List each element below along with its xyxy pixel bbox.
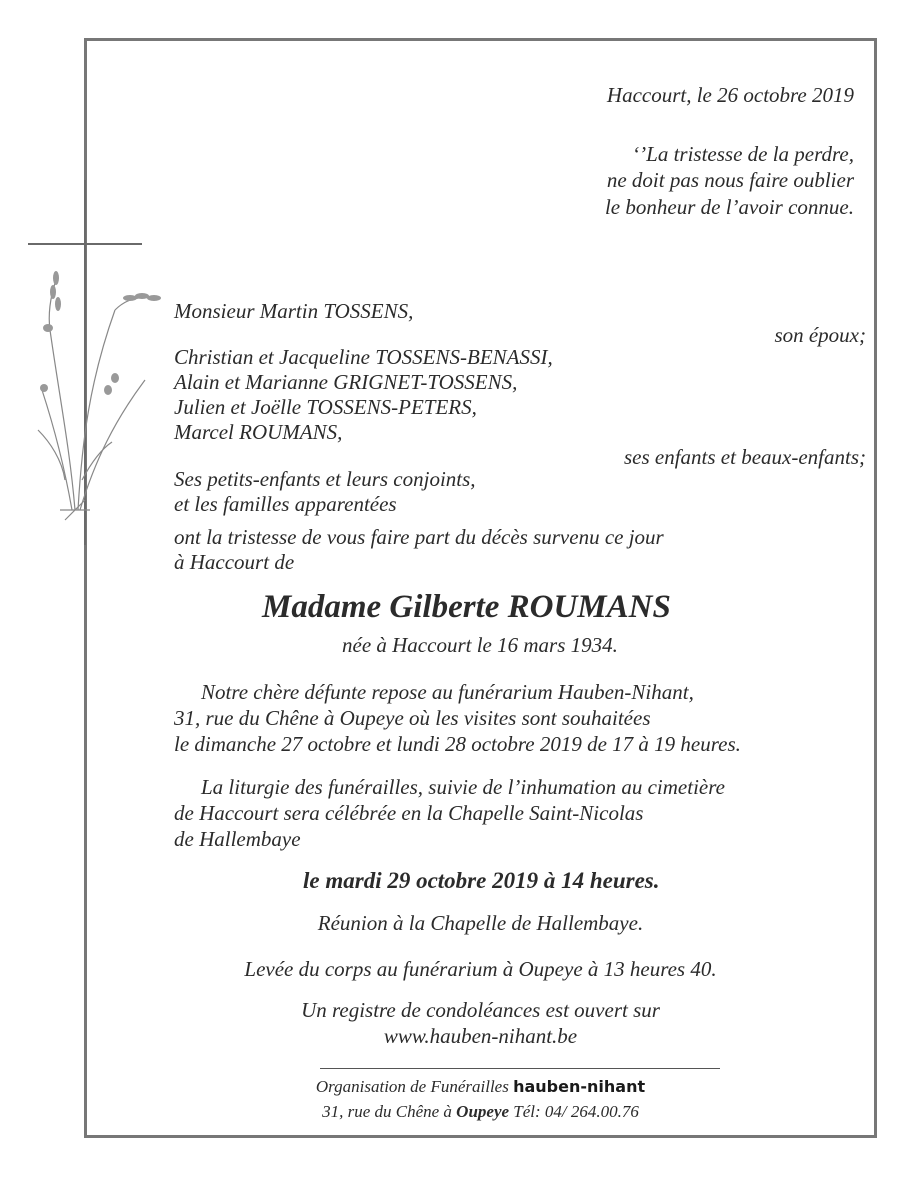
footer-phone: Tél: 04/ 264.00.76 <box>513 1102 639 1121</box>
registry-url[interactable]: www.hauben-nihant.be <box>383 1024 578 1048</box>
child-4: Marcel ROUMANS, <box>174 420 343 444</box>
cross-wheat-icon <box>20 180 170 570</box>
quote-line-1: ‘’La tristesse de la perdre, <box>632 142 854 166</box>
registry-line: Un registre de condoléances est ouvert sur <box>301 998 660 1022</box>
others-line-2: et les familles apparentées <box>174 492 397 516</box>
ceremony-line-2: de Haccourt sera célébrée en la Chapelle Saint-Nicolas <box>174 801 644 825</box>
children-role: ses enfants et beaux-enfants; <box>623 445 866 469</box>
announce-line-1: ont la tristesse de vous faire part du décès survenu ce jour <box>174 525 664 549</box>
child-3: Julien et Joëlle TOSSENS-PETERS, <box>174 395 477 419</box>
ceremony-line-3: de Hallembaye <box>174 827 301 851</box>
quote-line-3: le bonheur de l’avoir connue. <box>604 195 854 219</box>
visit-line-1: Notre chère défunte repose au funérarium Hauben-Nihant, <box>201 680 694 704</box>
announce-line-2: à Haccourt de <box>174 550 295 574</box>
footer-address <box>84 1101 877 1122</box>
brand-logo: hauben-nihant <box>513 1077 646 1096</box>
place-date: Haccourt, le 26 octobre 2019 <box>606 83 854 107</box>
ceremony-line-1: La liturgie des funérailles, suivie de l’inhumation au cimetière <box>201 775 725 799</box>
levee-info: Levée du corps au funérarium à Oupeye à 13 heures 40. <box>244 957 717 981</box>
footer-org-text: Organisation de Funérailles <box>315 1077 509 1096</box>
visit-line-2: 31, rue du Chêne à Oupeye où les visites sont souhaitées <box>174 706 651 730</box>
footer-divider <box>320 1068 720 1069</box>
others-line-1: Ses petits-enfants et leurs conjoints, <box>174 467 476 491</box>
footer-address-text: 31, rue du Chêne à <box>322 1102 452 1121</box>
visit-line-3: le dimanche 27 octobre et lundi 28 octobre 2019 de 17 à 19 heures. <box>174 732 741 756</box>
quote-line-2: ne doit pas nous faire oublier <box>606 168 854 192</box>
deceased-name: Madame Gilberte ROUMANS <box>262 589 671 625</box>
birth-info: née à Haccourt le 16 mars 1934. <box>342 633 618 657</box>
spouse-role: son époux; <box>774 323 866 347</box>
spouse-name: Monsieur Martin TOSSENS, <box>174 299 414 323</box>
child-1: Christian et Jacqueline TOSSENS-BENASSI, <box>174 345 553 369</box>
footer-org <box>84 1076 877 1097</box>
child-2: Alain et Marianne GRIGNET-TOSSENS, <box>174 370 518 394</box>
meeting-info: Réunion à la Chapelle de Hallembaye. <box>317 911 644 935</box>
footer-city: Oupeye <box>456 1102 510 1121</box>
ceremony-datetime: le mardi 29 octobre 2019 à 14 heures. <box>303 868 660 893</box>
